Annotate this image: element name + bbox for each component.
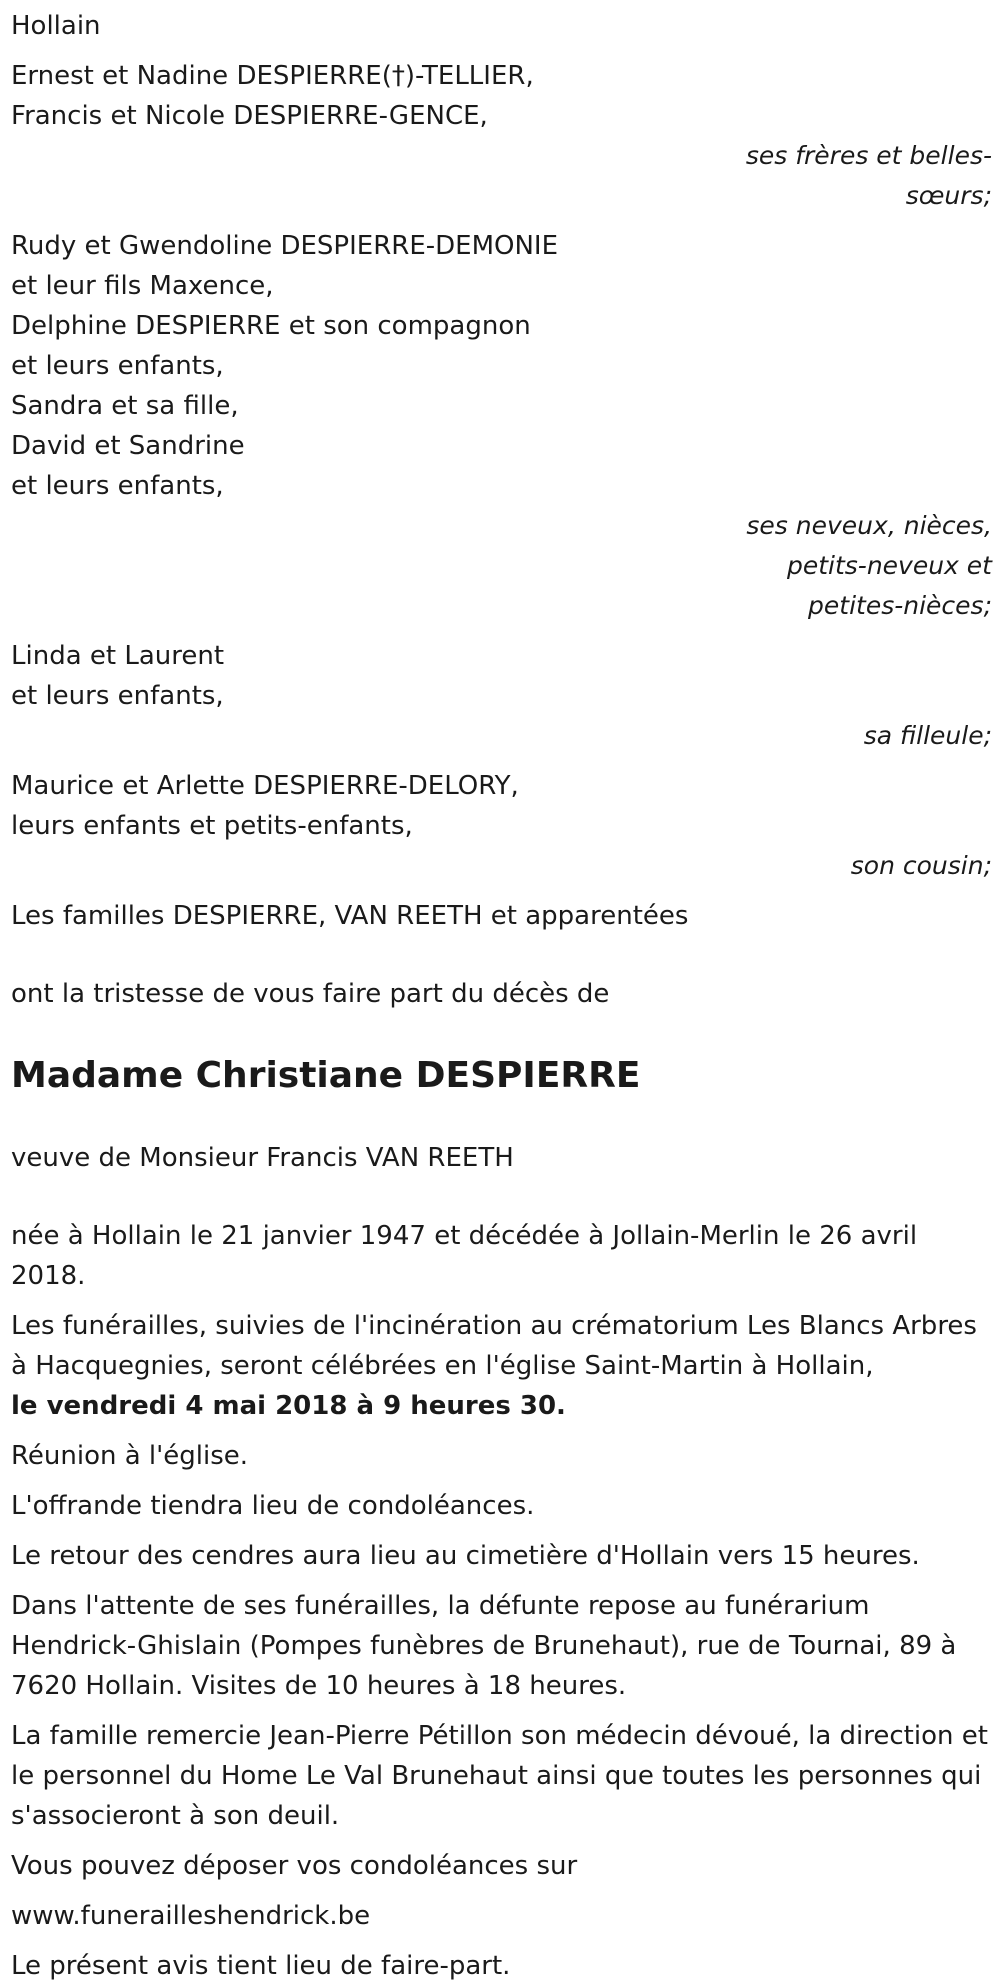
meeting-text: Réunion à l'église. [11, 1441, 249, 1471]
announcement-text: ont la tristesse de vous faire part du décès de [11, 979, 610, 1009]
family-line: Maurice et Arlette DESPIERRE-DELORY, [11, 771, 519, 801]
family-group-nephews [11, 226, 992, 626]
relation-label: sœurs; [905, 181, 992, 210]
family-line: et leurs enfants, [11, 471, 224, 501]
relation-label: ses frères et belles- [745, 141, 992, 170]
deceased-name: Madame Christiane DESPIERRE [11, 1055, 641, 1096]
funeral-datetime: le vendredi 4 mai 2018 à 9 heures 30. [11, 1391, 566, 1421]
relation-label: petits-neveux et [786, 551, 992, 580]
relation-label: son cousin; [850, 851, 992, 880]
ashes-text: Le retour des cendres aura lieu au cimetière d'Hollain vers 15 heures. [11, 1541, 920, 1571]
family-line: Delphine DESPIERRE et son compagnon [11, 311, 531, 341]
birth-death-text: née à Hollain le 21 janvier 1947 et décédée à Jollain-Merlin le 26 avril 2018. [11, 1221, 918, 1291]
rest-text: Dans l'attente de ses funérailles, la défunte repose au funérarium Hendrick-Ghislain (Pompes funèbres de Brunehaut), rue de Tournai, 89 à 7620 Hollain. Visites de 10 heures à 18 heures. [11, 1591, 957, 1701]
family-line: Francis et Nicole DESPIERRE-GENCE, [11, 101, 488, 131]
families-line: Les familles DESPIERRE, VAN REETH et apparentées [11, 901, 689, 931]
relation-label: sa filleule; [863, 721, 992, 750]
funeral-text [11, 1306, 996, 1426]
relation-label: petites-nièces; [808, 591, 992, 620]
funeral-details: Les funérailles, suivies de l'incinération au crématorium Les Blancs Arbres à Hacquegnies, seront célébrées en l'église Saint-Martin à Hollain, [11, 1311, 977, 1381]
family-line: Rudy et Gwendoline DESPIERRE-DEMONIE [11, 231, 559, 261]
widow-of-text: veuve de Monsieur Francis VAN REETH [11, 1143, 514, 1173]
family-line: Ernest et Nadine DESPIERRE(†)-TELLIER, [11, 61, 534, 91]
family-group-cousin [11, 766, 992, 886]
obituary-content [11, 6, 992, 1986]
family-line: leurs enfants et petits-enfants, [11, 811, 413, 841]
relation-label: ses neveux, nièces, [746, 511, 992, 540]
family-line: et leur fils Maxence, [11, 271, 274, 301]
family-line: Linda et Laurent [11, 641, 225, 671]
family-line: et leurs enfants, [11, 681, 224, 711]
family-line: et leurs enfants, [11, 351, 224, 381]
thanks-text: La famille remercie Jean-Pierre Pétillon son médecin dévoué, la direction et le personnel du Home Le Val Brunehaut ainsi que toutes les personnes qui s'associeront à son deuil. [11, 1721, 988, 1831]
family-group-goddaughter [11, 636, 992, 756]
closing-text: Le présent avis tient lieu de faire-part. [11, 1951, 511, 1981]
family-line: David et Sandrine [11, 431, 245, 461]
family-line: Sandra et sa fille, [11, 391, 239, 421]
offering-text: L'offrande tiendra lieu de condoléances. [11, 1491, 535, 1521]
place-name: Hollain [11, 11, 101, 41]
website-link[interactable]: www.funerailleshendrick.be [11, 1901, 371, 1931]
family-group-siblings [11, 56, 992, 216]
condolences-intro: Vous pouvez déposer vos condoléances sur [11, 1851, 578, 1881]
